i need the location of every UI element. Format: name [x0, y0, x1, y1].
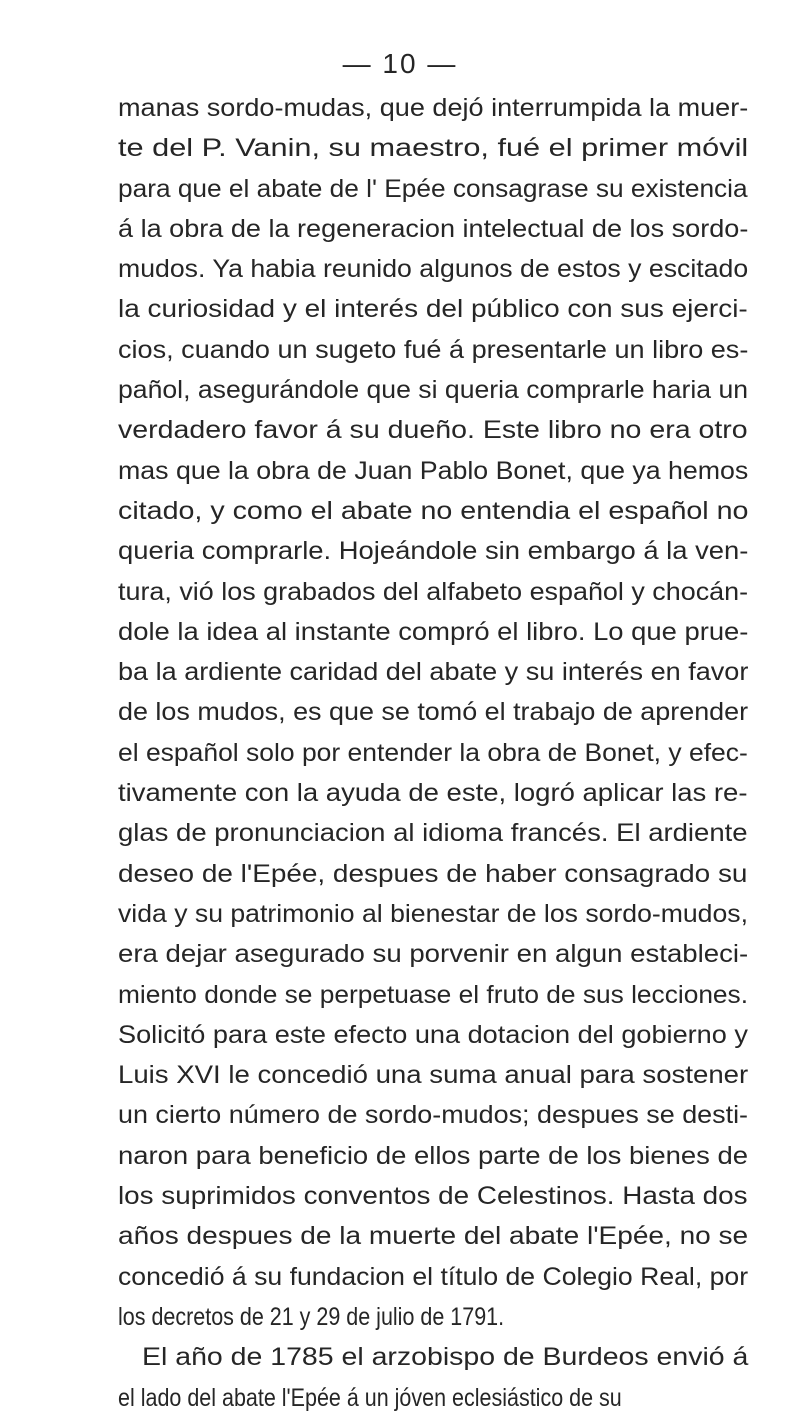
text-line: cios, cuando un sugeto fué á presentarle un libro es- [118, 335, 749, 364]
page-number: — 10 — [342, 48, 458, 79]
text-line: mas que la obra de Juan Pablo Bonet, que ya hemos [118, 456, 749, 485]
text-line: tivamente con la ayuda de este, logró aplicar las re- [118, 779, 748, 808]
text-line: dole la idea al instante compró el libro. Lo que prue- [118, 617, 749, 646]
text-line: verdadero favor á su dueño. Este libro no era otro [118, 416, 748, 445]
text-line: manas sordo-mudas, que dejó interrumpida la muer- [118, 94, 749, 122]
text-line: miento donde se perpetuase el fruto de sus lecciones. [118, 980, 749, 1009]
text-line: citado, y como el abate no entendia el español no [118, 496, 749, 525]
text-line: pañol, asegurándole que si queria comprarle haria un [118, 376, 749, 405]
text-line: los suprimidos conventos de Celestinos. Hasta dos [118, 1182, 748, 1211]
text-line: el lado del abate l'Epée á un jóven eclesiástico de su [118, 1383, 622, 1412]
text-line: Luis XVI le concedió una suma anual para sostener [118, 1061, 749, 1090]
paragraph-end-line: los decretos de 21 y 29 de julio de 1791. [118, 1302, 505, 1331]
text-line: vida y su patrimonio al bienestar de los sordo-mudos, [118, 899, 748, 928]
text-line: para que el abate de l' Epée consagrase su existencia [118, 174, 748, 203]
text-line: ba la ardiente caridad del abate y su interés en favor [118, 658, 749, 687]
body-text [118, 88, 748, 1418]
text-line: te del P. Vanin, su maestro, fué el primer móvil [118, 134, 749, 163]
paragraph-start-line: El año de 1785 el arzobispo de Burdeos envió á [142, 1343, 749, 1372]
text-line: naron para beneficio de ellos parte de los bienes de [118, 1141, 749, 1170]
text-line: era dejar asegurado su porvenir en algun estableci- [118, 940, 749, 969]
text-line: glas de pronunciacion al idioma francés. El ardiente [118, 819, 748, 848]
text-line: Solicitó para este efecto una dotacion del gobierno y [118, 1020, 748, 1049]
text-line: un cierto número de sordo-mudos; despues se desti- [118, 1101, 749, 1130]
text-line: años despues de la muerte del abate l'Epée, no se [118, 1222, 749, 1251]
text-line: tura, vió los grabados del alfabeto español y chocán- [118, 577, 749, 606]
text-line: de los mudos, es que se tomó el trabajo de aprender [118, 698, 749, 727]
text-line: mudos. Ya habia reunido algunos de estos y escitado [118, 255, 749, 284]
text-line: deseo de l'Epée, despues de haber consagrado su [118, 859, 748, 888]
text-line: el español solo por entender la obra de Bonet, y efec- [118, 738, 748, 767]
text-line: queria comprarle. Hojeándole sin embargo á la ven- [118, 537, 749, 566]
text-line: concedió á su fundacion el título de Colegio Real, por [118, 1262, 749, 1291]
text-line: la curiosidad y el interés del público con sus ejerci- [118, 295, 748, 324]
text-line: á la obra de la regeneracion intelectual de los sordo- [118, 214, 749, 243]
